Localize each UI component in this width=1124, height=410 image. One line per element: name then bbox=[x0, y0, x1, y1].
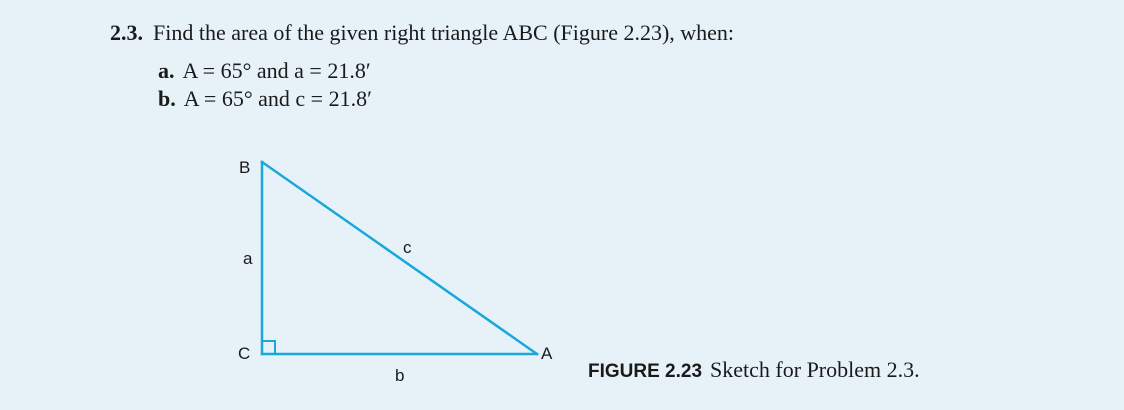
figure-caption bbox=[588, 357, 920, 383]
side-c-line bbox=[262, 162, 537, 354]
right-angle-marker bbox=[262, 341, 275, 354]
problem-number: 2.3. bbox=[110, 20, 143, 45]
figure-number: FIGURE 2.23 bbox=[588, 361, 703, 382]
part-a-label: a. bbox=[158, 58, 175, 83]
part-b-label: b. bbox=[158, 86, 176, 111]
part-b-text: A = 65° and c = 21.8′ bbox=[183, 86, 372, 111]
vertex-c-label: C bbox=[238, 344, 251, 363]
side-b-label: b bbox=[395, 366, 405, 385]
side-a-label: a bbox=[243, 249, 253, 268]
problem-text: Find the area of the given right triangle ABC (Figure 2.23), when: bbox=[153, 20, 735, 45]
vertex-a-label: A bbox=[541, 344, 553, 363]
vertex-b-label: B bbox=[239, 158, 251, 177]
side-c-label: c bbox=[403, 238, 412, 257]
part-a-text: A = 65° and a = 21.8′ bbox=[182, 58, 371, 83]
figure-caption-text: Sketch for Problem 2.3. bbox=[710, 357, 920, 382]
